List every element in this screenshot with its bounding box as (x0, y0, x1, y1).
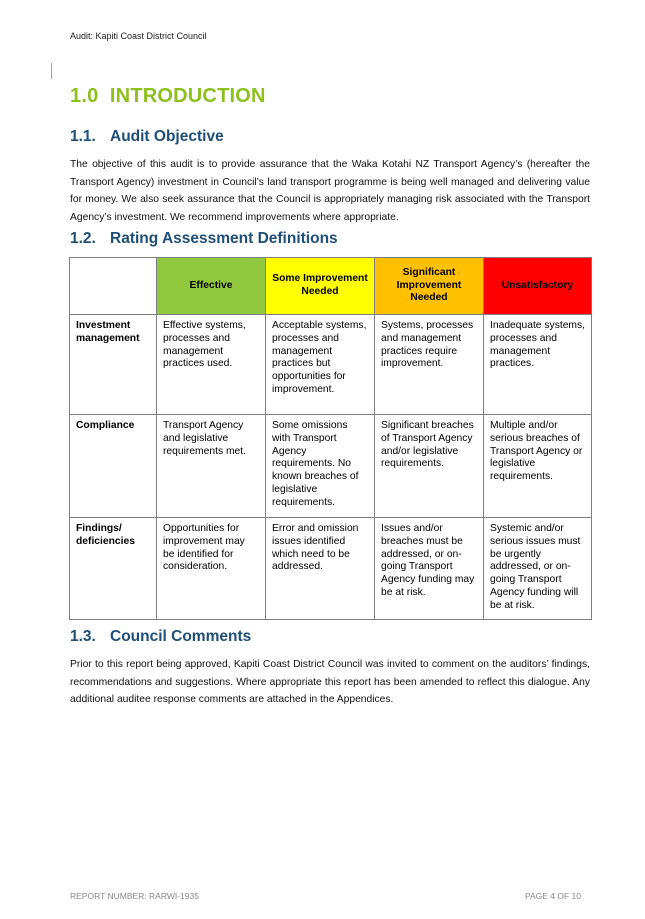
table-row (70, 415, 592, 518)
heading-text: INTRODUCTION (109, 85, 266, 107)
subheading-title: Council Comments (110, 628, 252, 645)
row-label: Compliance (70, 415, 157, 518)
table-cell: Significant breaches of Transport Agency and/or legislative requirements. (375, 415, 484, 518)
table-cell: Some omissions with Transport Agency requirements. No known breaches of legislative requirements. (266, 415, 375, 518)
table-cell: Acceptable systems, processes and management practices but opportunities for improvement. (266, 315, 375, 415)
page-number: PAGE 4 OF 10 (524, 891, 581, 901)
header-cell-unsatisfactory: Unsatisfactory (484, 258, 592, 315)
table-cell: Systems, processes and management practices require improvement. (375, 315, 484, 415)
audit-objective-paragraph: The objective of this audit is to provide assurance that the Waka Kotahi NZ Transport Agency’s (hereafter the Transport Agency) investment in Council’s land transport programme is being well managed and delivering value for money. We also seek assurance that the Council is appropriately managing risk associated with the Transport Agency’s investment. We recommend improvements where appropriate. (70, 159, 590, 223)
subheading-rating-definitions (70, 230, 338, 248)
section-heading-introduction (70, 85, 266, 108)
subheading-title: Audit Objective (110, 128, 224, 145)
table-cell: Inadequate systems, processes and management practices. (484, 315, 592, 415)
subheading-council-comments (70, 628, 251, 646)
table-cell: Effective systems, processes and management practices used. (157, 315, 266, 415)
council-comments-paragraph: Prior to this report being approved, Kapiti Coast District Council was invited to comment on the auditors’ findings, recommendations and suggestions. Where appropriate this report has been amended to reflect this dialogue. Any additional auditee response comments are attached in the Appendices. (70, 659, 590, 705)
table-row (70, 518, 592, 620)
heading-number: 1.0 (70, 85, 99, 107)
header-cell-some-improvement: Some Improvement Needed (266, 258, 375, 315)
table-cell: Transport Agency and legislative requirements met. (157, 415, 266, 518)
table-header-row (70, 258, 592, 315)
table-cell: Multiple and/or serious breaches of Transport Agency or legislative requirements. (484, 415, 592, 518)
report-number: REPORT NUMBER: RARWI-1935 (70, 891, 199, 901)
table-cell: Error and omission issues identified which need to be addressed. (266, 518, 375, 620)
header-cell-significant-improvement: Significant Improvement Needed (375, 258, 484, 315)
subheading-title: Rating Assessment Definitions (110, 230, 338, 247)
table-cell: Opportunities for improvement may be identified for consideration. (157, 518, 266, 620)
rating-definitions-table (69, 257, 592, 620)
header-cell-blank (70, 258, 157, 315)
subheading-number: 1.3. (70, 628, 96, 645)
subheading-number: 1.2. (70, 230, 96, 247)
table-cell: Issues and/or breaches must be addressed, or on-going Transport Agency funding may be at risk. (375, 518, 484, 620)
row-label: Findings/ deficiencies (70, 518, 157, 620)
row-label: Investment management (70, 315, 157, 415)
subheading-audit-objective (70, 128, 224, 146)
running-header: Audit: Kapiti Coast District Council (70, 31, 207, 41)
table-cell: Systemic and/or serious issues must be urgently addressed, or on-going Transport Agency funding will be at risk. (484, 518, 592, 620)
header-cell-effective: Effective (157, 258, 266, 315)
table-row (70, 315, 592, 415)
margin-marker (51, 63, 52, 79)
subheading-number: 1.1. (70, 128, 96, 145)
